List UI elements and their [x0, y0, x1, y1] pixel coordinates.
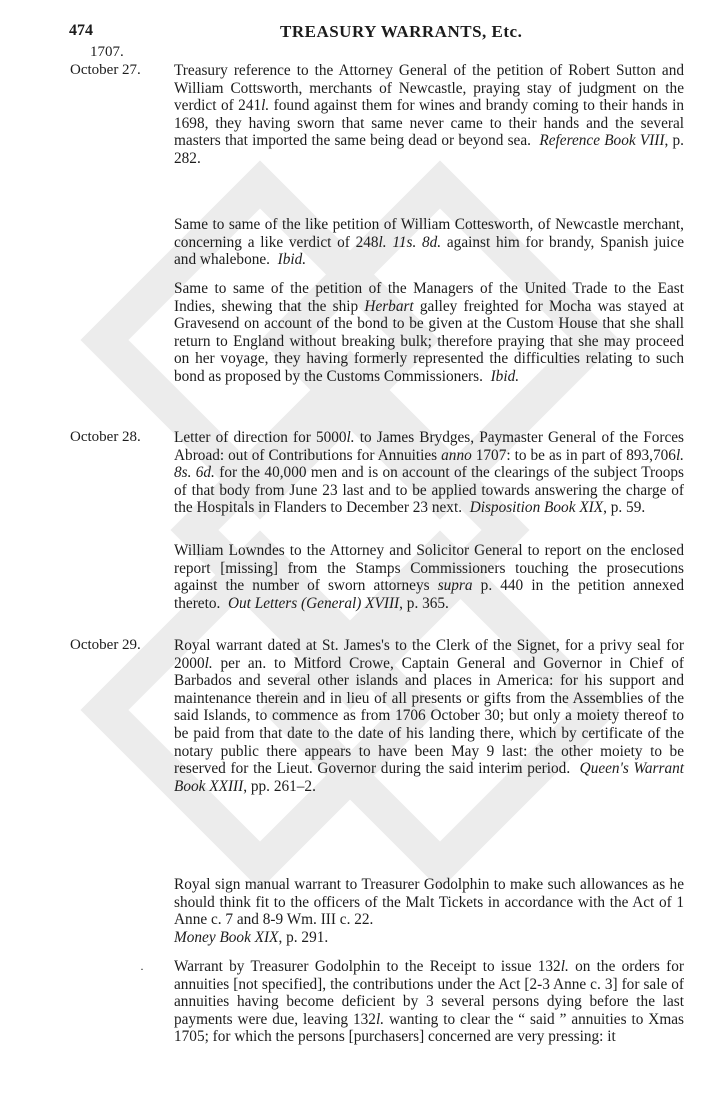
entry-date: October 28. — [70, 429, 141, 445]
entry-text: Letter of direction for 5000l. to James Brydges, Paymaster General of the Forces Abroad: out of Contributions for Annuities anno 1707: to be as in part of 893,706l. 8s. 6d. for the 40,000 men and is on account of the clearings of the subject Troops of that body from June 23 last and to be applied towards answering the charge of the Hospitals in Flanders to December 23 next. Disposition Book XIX, p. 59. — [174, 429, 685, 517]
entry-text: Same to same of the like petition of William Cottesworth, of Newcastle merchant, concerning a like verdict of 248l. 11s. 8d. against him for brandy, Spanish juice and whalebone. Ibid. — [174, 216, 684, 269]
entry-text: Royal warrant dated at St. James's to the Clerk of the Signet, for a privy seal for 2000l. per an. to Mitford Crowe, Captain General and Governor in Chief of Barbados and several other islands and places in America: for his support and maintenance therein and in lieu of all presents or gifts from the Assemblies of the said Islands, to commence as from 1706 October 30; but only a moiety thereof to be paid from that date to the date of his landing there, which by certificate of the notary public there appears to have been May 9 last: the other moiety to be reserved for the Lieut. Governor during the said interim period. Queen's Warrant Book XXIII, pp. 261–2. — [174, 637, 684, 795]
year-label: 1707. — [90, 44, 124, 60]
margin-dot: · — [140, 962, 144, 976]
entry-reference: Ibid. — [277, 251, 307, 269]
entry-text: Royal sign manual warrant to Treasurer Godolphin to make such allowances as he should think fit to the officers of the Malt Tickets in accordance with the Act of 1 Anne c. 7 and 8-9 Wm. III c. 22. Money Book XIX, p. 291. — [174, 876, 684, 946]
entry-reference: Out Letters (General) XVIII — [227, 594, 400, 612]
entry-text: Treasury reference to the Attorney General of the petition of Robert Sutton and William Cottsworth, merchants of Newcastle, praying stay of judgment on the verdict of 241l. found against them for wines and brandy coming to their hands in 1698, they having sworn that same never came to their hands and the several masters that imported the same being dead or beyond sea. Reference Book VIII, p. 282. — [174, 62, 685, 167]
running-title: TREASURY WARRANTS, Etc. — [280, 22, 523, 41]
entry-reference: Queen's Warrant Book XXIII — [174, 760, 684, 795]
entry-text: Warrant by Treasurer Godolphin to the Receipt to issue 132l. on the orders for annuities [not specified], the contributions under the Act [2-3 Anne c. 3] for sale of annuities having become deficient by 3 several persons dying before the last payments were due, leaving 132l. wanting to clear the “ said ” annuities to Xmas 1705; for which the persons [purchasers] concerned are very pressing: it — [174, 958, 684, 1046]
entry-reference: Reference Book VIII — [539, 132, 665, 150]
entry-reference: Ibid. — [490, 367, 520, 385]
entry-text: William Lowndes to the Attorney and Solicitor General to report on the enclosed report [missing] from the Stamps Commissioners touching the prosecutions against the number of sworn attorneys supra p. 440 in the petition annexed thereto. Out Letters (General) XVIII, p. 365. — [174, 542, 684, 612]
entry-reference: Disposition Book XIX — [469, 499, 604, 517]
page-header — [0, 22, 722, 46]
entry-date: October 27. — [70, 62, 141, 78]
entry-text: Same to same of the petition of the Managers of the United Trade to the East Indies, shewing that the ship Herbart galley freighted for Mocha was stayed at Gravesend on account of the bond to be given at the Custom House that she shall return to England without breaking bulk; therefore praying that she may proceed on her voyage, they having formerly represented the difficulties relating to such bond as proposed by the Customs Commissioners. Ibid. — [174, 280, 684, 385]
page-number: 474 — [69, 22, 93, 39]
entry-reference: Money Book XIX — [174, 928, 279, 946]
entry-date: October 29. — [70, 637, 141, 653]
